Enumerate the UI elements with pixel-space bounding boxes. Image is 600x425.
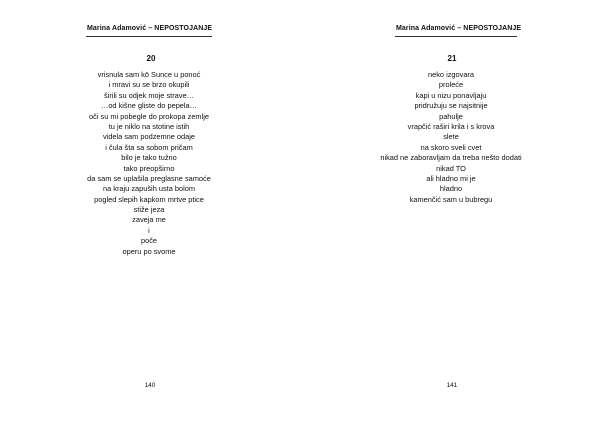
poem-line: slete xyxy=(443,132,459,142)
poem-line: …od kišne gliste do pepela… xyxy=(100,101,198,111)
poem-line: na kraju zapuših usta bolom xyxy=(102,184,196,194)
poem-text xyxy=(341,70,561,205)
poem-line: da sam se uplašila preglasne samoće xyxy=(87,173,211,183)
poem-line: pogled slepih kapkom mrtve ptice xyxy=(94,194,204,204)
poem-line: i xyxy=(148,225,150,235)
poem-line: ali hladno mi je xyxy=(426,173,476,183)
right-page xyxy=(300,0,600,425)
poem-line: pahulje xyxy=(439,111,463,121)
poem-line: širili su odjek moje strave… xyxy=(104,90,194,100)
poem-line: i čula šta sa sobom pričam xyxy=(105,142,193,152)
poem-line: operu po svome xyxy=(122,246,176,256)
header-rule xyxy=(86,36,212,37)
poem-line: stiže jeza xyxy=(133,205,165,215)
poem-line: poče xyxy=(140,236,158,246)
poem-number: 20 xyxy=(146,54,156,63)
poem-line: bilo je tako tužno xyxy=(121,153,177,163)
poem-line: nikad ne zaboravljam da treba nešto dodati xyxy=(380,153,522,163)
poem-line: i mravi su se brzo okupili xyxy=(108,80,190,90)
poem-line: neko izgovara xyxy=(427,70,474,79)
poem-line: kapi u nizu ponavljaju xyxy=(415,90,487,100)
header-rule xyxy=(395,36,517,37)
page-number: 140 xyxy=(144,382,156,389)
poem-line: vrisnula sam kō Sunce u ponoć xyxy=(97,70,201,79)
poem-line: zaveja me xyxy=(132,215,166,225)
poem-line: tu je niklo na stotine istih xyxy=(108,121,190,131)
poem-line: na skoro sveli cvet xyxy=(420,142,482,152)
poem-number: 21 xyxy=(447,54,457,63)
poem-line: pridružuju se najsitnije xyxy=(414,101,488,111)
poem-text xyxy=(39,70,259,257)
poem-line: oči su mi pobegle do prokopa zemlje xyxy=(89,111,209,121)
poem-line: nikad TO xyxy=(436,163,466,173)
page-number: 141 xyxy=(446,382,458,389)
poem-line: kamenčić sam u bubregu xyxy=(409,194,493,204)
poem-line: proleće xyxy=(438,80,464,90)
running-header: Marina Adamović – NEPOSTOJANJE xyxy=(396,25,522,32)
poem-line: vrapčić raširi krila i s krova xyxy=(407,121,495,131)
poem-line: videla sam podzemne odaje xyxy=(102,132,196,142)
poem-line: hladno xyxy=(439,184,463,194)
running-header: Marina Adamović – NEPOSTOJANJE xyxy=(87,25,213,32)
poem-line: tako preopširno xyxy=(123,163,175,173)
